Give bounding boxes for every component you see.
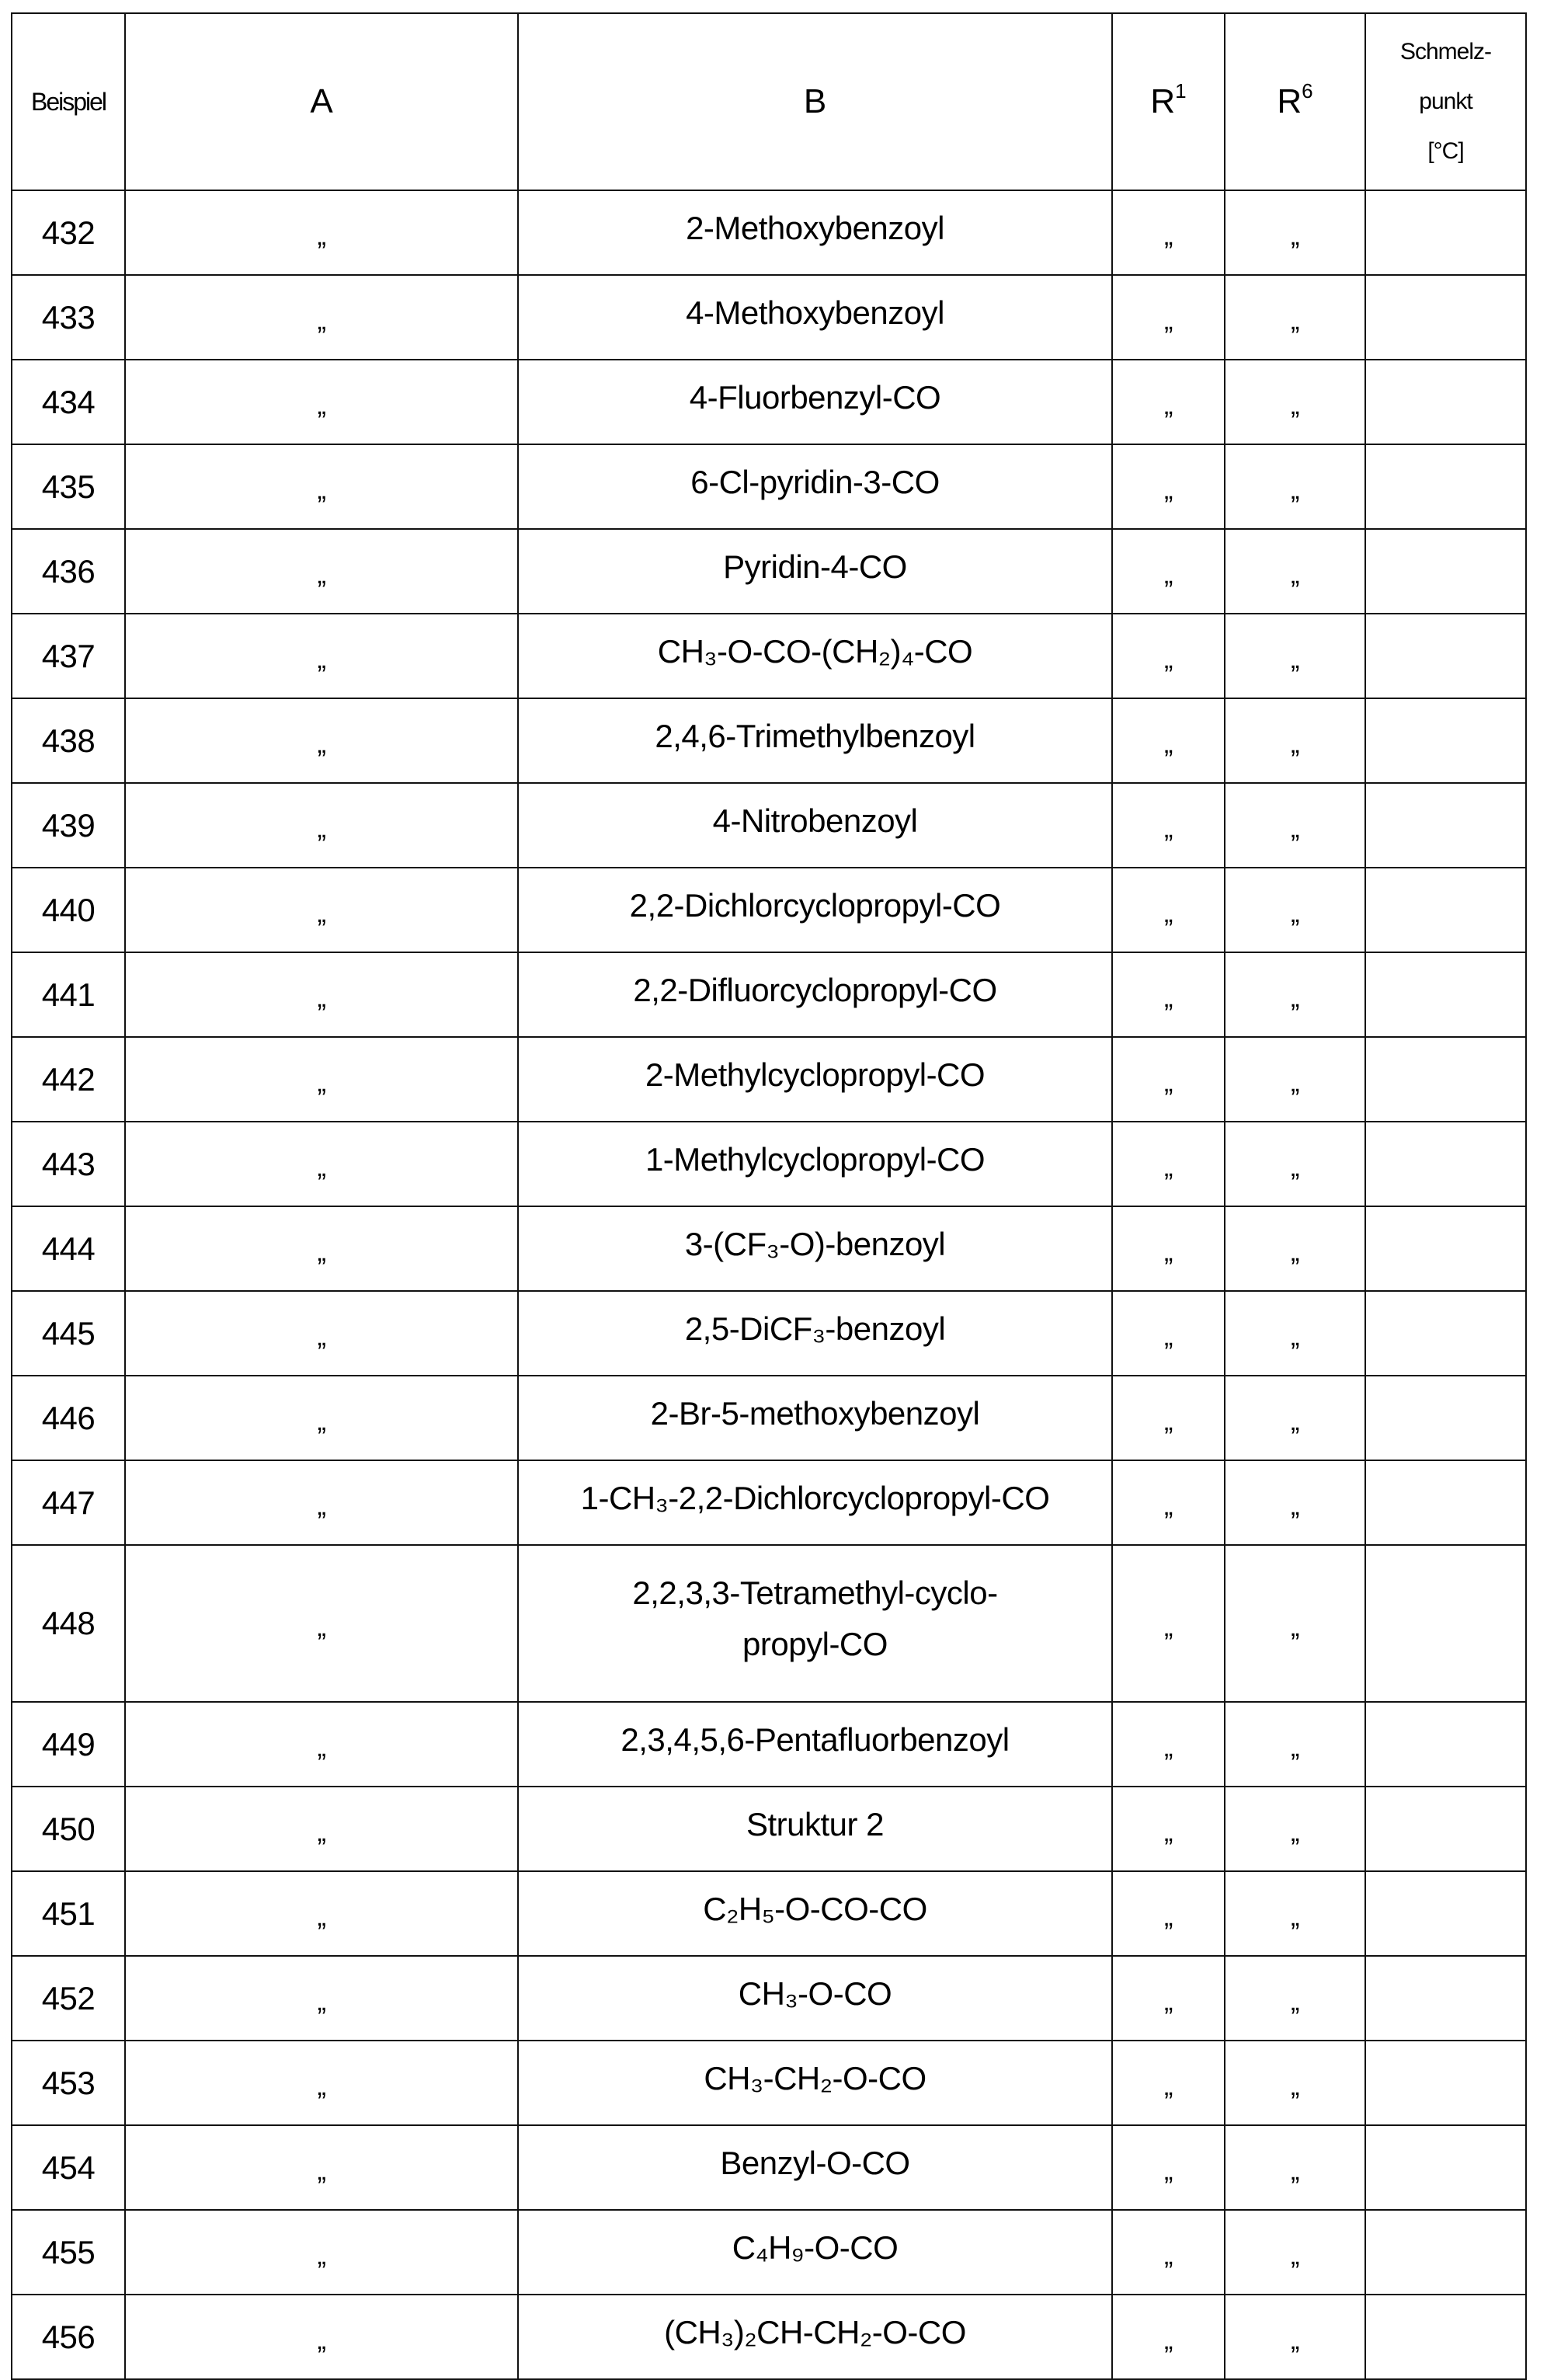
cell-b — [518, 783, 1112, 868]
cell-r1-ditto: „ — [1112, 1871, 1225, 1956]
cell-r1-ditto: „ — [1112, 275, 1225, 360]
cell-beispiel: 454 — [12, 2125, 125, 2210]
header-schmelzpunkt — [1365, 13, 1526, 190]
cell-r6-ditto: „ — [1225, 2295, 1365, 2379]
cell-beispiel: 442 — [12, 1037, 125, 1122]
cell-r1-ditto: „ — [1112, 1291, 1225, 1376]
table-row — [12, 1702, 1526, 1787]
cell-a-ditto: „ — [125, 2041, 518, 2125]
cell-b-line: CH₃-CH₂-O-CO — [519, 2053, 1111, 2104]
cell-b-line: 4-Nitrobenzoyl — [519, 795, 1111, 847]
cell-a-ditto: „ — [125, 1702, 518, 1787]
cell-r1-ditto: „ — [1112, 1037, 1225, 1122]
cell-b — [518, 444, 1112, 529]
cell-beispiel: 450 — [12, 1787, 125, 1871]
cell-beispiel: 441 — [12, 952, 125, 1037]
cell-beispiel: 435 — [12, 444, 125, 529]
cell-r1-ditto: „ — [1112, 1545, 1225, 1702]
cell-r1-ditto: „ — [1112, 1460, 1225, 1545]
table-row — [12, 952, 1526, 1037]
cell-r1-ditto: „ — [1112, 2210, 1225, 2295]
cell-b-line: 3-(CF₃-O)-benzoyl — [519, 1219, 1111, 1270]
cell-r6-ditto: „ — [1225, 1037, 1365, 1122]
cell-beispiel: 448 — [12, 1545, 125, 1702]
table-row — [12, 275, 1526, 360]
cell-b-line: 2-Methylcyclopropyl-CO — [519, 1049, 1111, 1101]
cell-b-line: 2,5-DiCF₃-benzoyl — [519, 1303, 1111, 1355]
header-r6-label: R — [1277, 82, 1302, 120]
cell-r1-ditto: „ — [1112, 2041, 1225, 2125]
table-row — [12, 190, 1526, 275]
cell-r1-ditto: „ — [1112, 1787, 1225, 1871]
cell-schmelzpunkt — [1365, 868, 1526, 952]
cell-r6-ditto: „ — [1225, 1460, 1365, 1545]
cell-b-line: 2,3,4,5,6-Pentafluorbenzoyl — [519, 1714, 1111, 1766]
table-row — [12, 1460, 1526, 1545]
cell-r1-ditto: „ — [1112, 2295, 1225, 2379]
table-body — [12, 190, 1526, 2379]
cell-b — [518, 1206, 1112, 1291]
cell-b — [518, 2041, 1112, 2125]
header-a: A — [125, 13, 518, 190]
cell-r1-ditto: „ — [1112, 360, 1225, 444]
cell-b-line: C₄H₉-O-CO — [519, 2222, 1111, 2274]
cell-schmelzpunkt — [1365, 275, 1526, 360]
cell-b-line: 1-Methylcyclopropyl-CO — [519, 1134, 1111, 1185]
table-row — [12, 2125, 1526, 2210]
cell-b-line: 2,2,3,3-Tetramethyl-cyclo- — [519, 1568, 1111, 1619]
cell-r1-ditto: „ — [1112, 1376, 1225, 1460]
cell-r1-ditto: „ — [1112, 614, 1225, 698]
cell-beispiel: 433 — [12, 275, 125, 360]
cell-r6-ditto: „ — [1225, 190, 1365, 275]
cell-b-line: (CH₃)₂CH-CH₂-O-CO — [519, 2307, 1111, 2358]
cell-r6-ditto: „ — [1225, 698, 1365, 783]
cell-b-line: CH₃-O-CO — [519, 1968, 1111, 2020]
cell-r6-ditto: „ — [1225, 2125, 1365, 2210]
cell-a-ditto: „ — [125, 1206, 518, 1291]
cell-b — [518, 1545, 1112, 1702]
cell-b — [518, 529, 1112, 614]
cell-schmelzpunkt — [1365, 1122, 1526, 1206]
header-beispiel: Beispiel — [12, 13, 125, 190]
cell-b — [518, 1460, 1112, 1545]
cell-schmelzpunkt — [1365, 952, 1526, 1037]
table-row — [12, 1376, 1526, 1460]
cell-schmelzpunkt — [1365, 1702, 1526, 1787]
cell-r1-ditto: „ — [1112, 783, 1225, 868]
cell-r6-ditto: „ — [1225, 1956, 1365, 2041]
cell-b-line: Pyridin-4-CO — [519, 541, 1111, 593]
cell-b-line: 2,2-Difluorcyclopropyl-CO — [519, 965, 1111, 1016]
cell-r1-ditto: „ — [1112, 444, 1225, 529]
cell-r6-ditto: „ — [1225, 1787, 1365, 1871]
cell-a-ditto: „ — [125, 444, 518, 529]
cell-r6-ditto: „ — [1225, 275, 1365, 360]
cell-schmelzpunkt — [1365, 2210, 1526, 2295]
cell-schmelzpunkt — [1365, 444, 1526, 529]
cell-schmelzpunkt — [1365, 1291, 1526, 1376]
cell-schmelzpunkt — [1365, 1871, 1526, 1956]
cell-schmelzpunkt — [1365, 698, 1526, 783]
header-r6-sup: 6 — [1302, 79, 1312, 103]
cell-schmelzpunkt — [1365, 529, 1526, 614]
cell-a-ditto: „ — [125, 783, 518, 868]
cell-b — [518, 1956, 1112, 2041]
cell-b — [518, 868, 1112, 952]
cell-r6-ditto: „ — [1225, 1291, 1365, 1376]
cell-b-line: 6-Cl-pyridin-3-CO — [519, 457, 1111, 508]
cell-schmelzpunkt — [1365, 190, 1526, 275]
cell-b — [518, 1871, 1112, 1956]
cell-r6-ditto: „ — [1225, 529, 1365, 614]
cell-beispiel: 436 — [12, 529, 125, 614]
table-row — [12, 2295, 1526, 2379]
cell-beispiel: 452 — [12, 1956, 125, 2041]
table-row — [12, 783, 1526, 868]
cell-schmelzpunkt — [1365, 1206, 1526, 1291]
cell-a-ditto: „ — [125, 952, 518, 1037]
cell-a-ditto: „ — [125, 2210, 518, 2295]
table-row — [12, 2210, 1526, 2295]
cell-a-ditto: „ — [125, 614, 518, 698]
table-row — [12, 1122, 1526, 1206]
cell-b — [518, 2210, 1112, 2295]
cell-r6-ditto: „ — [1225, 360, 1365, 444]
cell-a-ditto: „ — [125, 1291, 518, 1376]
cell-r6-ditto: „ — [1225, 1702, 1365, 1787]
cell-schmelzpunkt — [1365, 1460, 1526, 1545]
cell-schmelzpunkt — [1365, 360, 1526, 444]
cell-schmelzpunkt — [1365, 614, 1526, 698]
cell-b-line: CH₃-O-CO-(CH₂)₄-CO — [519, 626, 1111, 677]
cell-beispiel: 434 — [12, 360, 125, 444]
cell-b-line: 4-Methoxybenzoyl — [519, 287, 1111, 339]
cell-a-ditto: „ — [125, 2125, 518, 2210]
header-row — [12, 13, 1526, 190]
cell-b — [518, 614, 1112, 698]
cell-r6-ditto: „ — [1225, 783, 1365, 868]
header-r6 — [1225, 13, 1365, 190]
cell-b-line: 2-Br-5-methoxybenzoyl — [519, 1388, 1111, 1439]
cell-schmelzpunkt — [1365, 783, 1526, 868]
cell-a-ditto: „ — [125, 1122, 518, 1206]
cell-beispiel: 438 — [12, 698, 125, 783]
table-row — [12, 614, 1526, 698]
cell-schmelzpunkt — [1365, 2041, 1526, 2125]
cell-r6-ditto: „ — [1225, 952, 1365, 1037]
cell-r6-ditto: „ — [1225, 868, 1365, 952]
compound-table — [11, 12, 1527, 2380]
table-row — [12, 1206, 1526, 1291]
header-r1 — [1112, 13, 1225, 190]
cell-a-ditto: „ — [125, 360, 518, 444]
cell-beispiel: 447 — [12, 1460, 125, 1545]
cell-r6-ditto: „ — [1225, 2041, 1365, 2125]
cell-r6-ditto: „ — [1225, 614, 1365, 698]
cell-a-ditto: „ — [125, 1376, 518, 1460]
cell-r6-ditto: „ — [1225, 1376, 1365, 1460]
cell-r6-ditto: „ — [1225, 1545, 1365, 1702]
cell-b — [518, 1291, 1112, 1376]
table-row — [12, 698, 1526, 783]
cell-beispiel: 453 — [12, 2041, 125, 2125]
cell-a-ditto: „ — [125, 1545, 518, 1702]
cell-r1-ditto: „ — [1112, 2125, 1225, 2210]
table-row — [12, 360, 1526, 444]
cell-schmelzpunkt — [1365, 1956, 1526, 2041]
cell-r6-ditto: „ — [1225, 1122, 1365, 1206]
table-row — [12, 1871, 1526, 1956]
cell-r1-ditto: „ — [1112, 1122, 1225, 1206]
cell-b — [518, 360, 1112, 444]
cell-a-ditto: „ — [125, 275, 518, 360]
cell-r1-ditto: „ — [1112, 1206, 1225, 1291]
table-row — [12, 868, 1526, 952]
header-r1-label: R — [1150, 82, 1175, 120]
cell-a-ditto: „ — [125, 868, 518, 952]
cell-schmelzpunkt — [1365, 1376, 1526, 1460]
cell-b-line: 2-Methoxybenzoyl — [519, 203, 1111, 254]
cell-b — [518, 1787, 1112, 1871]
cell-r1-ditto: „ — [1112, 529, 1225, 614]
cell-a-ditto: „ — [125, 1787, 518, 1871]
cell-a-ditto: „ — [125, 1460, 518, 1545]
cell-schmelzpunkt — [1365, 1037, 1526, 1122]
table-row — [12, 2041, 1526, 2125]
cell-schmelzpunkt — [1365, 1545, 1526, 1702]
cell-b — [518, 952, 1112, 1037]
header-r1-sup: 1 — [1175, 79, 1186, 103]
cell-r6-ditto: „ — [1225, 444, 1365, 529]
cell-b-line: 4-Fluorbenzyl-CO — [519, 372, 1111, 423]
cell-b — [518, 190, 1112, 275]
cell-beispiel: 455 — [12, 2210, 125, 2295]
table-row — [12, 1545, 1526, 1702]
cell-b-line: 2,2-Dichlorcyclopropyl-CO — [519, 880, 1111, 931]
cell-b — [518, 1702, 1112, 1787]
cell-r1-ditto: „ — [1112, 1702, 1225, 1787]
cell-r6-ditto: „ — [1225, 1871, 1365, 1956]
cell-b — [518, 2295, 1112, 2379]
header-schmelz-line2: punkt — [1366, 77, 1525, 127]
header-schmelz-line1: Schmelz- — [1366, 27, 1525, 77]
cell-b — [518, 1376, 1112, 1460]
cell-b — [518, 275, 1112, 360]
cell-a-ditto: „ — [125, 1871, 518, 1956]
cell-b-line: Struktur 2 — [519, 1799, 1111, 1850]
header-b: B — [518, 13, 1112, 190]
cell-r1-ditto: „ — [1112, 868, 1225, 952]
cell-b — [518, 2125, 1112, 2210]
cell-schmelzpunkt — [1365, 2295, 1526, 2379]
cell-a-ditto: „ — [125, 1037, 518, 1122]
header-schmelz-line3: [°C] — [1366, 127, 1525, 176]
cell-b — [518, 698, 1112, 783]
cell-r1-ditto: „ — [1112, 1956, 1225, 2041]
cell-b-line: C₂H₅-O-CO-CO — [519, 1884, 1111, 1935]
cell-beispiel: 437 — [12, 614, 125, 698]
cell-a-ditto: „ — [125, 2295, 518, 2379]
cell-beispiel: 439 — [12, 783, 125, 868]
cell-r1-ditto: „ — [1112, 190, 1225, 275]
cell-beispiel: 444 — [12, 1206, 125, 1291]
table-row — [12, 1291, 1526, 1376]
cell-schmelzpunkt — [1365, 1787, 1526, 1871]
table-row — [12, 444, 1526, 529]
cell-beispiel: 451 — [12, 1871, 125, 1956]
cell-r1-ditto: „ — [1112, 698, 1225, 783]
cell-b-line: 1-CH₃-2,2-Dichlorcyclopropyl-CO — [519, 1473, 1111, 1524]
cell-r1-ditto: „ — [1112, 952, 1225, 1037]
cell-r6-ditto: „ — [1225, 1206, 1365, 1291]
table-row — [12, 1037, 1526, 1122]
cell-b-line: propyl-CO — [519, 1619, 1111, 1670]
cell-beispiel: 440 — [12, 868, 125, 952]
cell-a-ditto: „ — [125, 1956, 518, 2041]
cell-a-ditto: „ — [125, 698, 518, 783]
cell-b — [518, 1122, 1112, 1206]
cell-beispiel: 432 — [12, 190, 125, 275]
cell-r6-ditto: „ — [1225, 2210, 1365, 2295]
cell-a-ditto: „ — [125, 529, 518, 614]
cell-b — [518, 1037, 1112, 1122]
cell-beispiel: 446 — [12, 1376, 125, 1460]
cell-beispiel: 443 — [12, 1122, 125, 1206]
cell-beispiel: 456 — [12, 2295, 125, 2379]
cell-beispiel: 449 — [12, 1702, 125, 1787]
cell-b-line: Benzyl-O-CO — [519, 2138, 1111, 2189]
cell-a-ditto: „ — [125, 190, 518, 275]
cell-schmelzpunkt — [1365, 2125, 1526, 2210]
cell-b-line: 2,4,6-Trimethylbenzoyl — [519, 711, 1111, 762]
cell-beispiel: 445 — [12, 1291, 125, 1376]
table-row — [12, 529, 1526, 614]
table-row — [12, 1956, 1526, 2041]
table-row — [12, 1787, 1526, 1871]
